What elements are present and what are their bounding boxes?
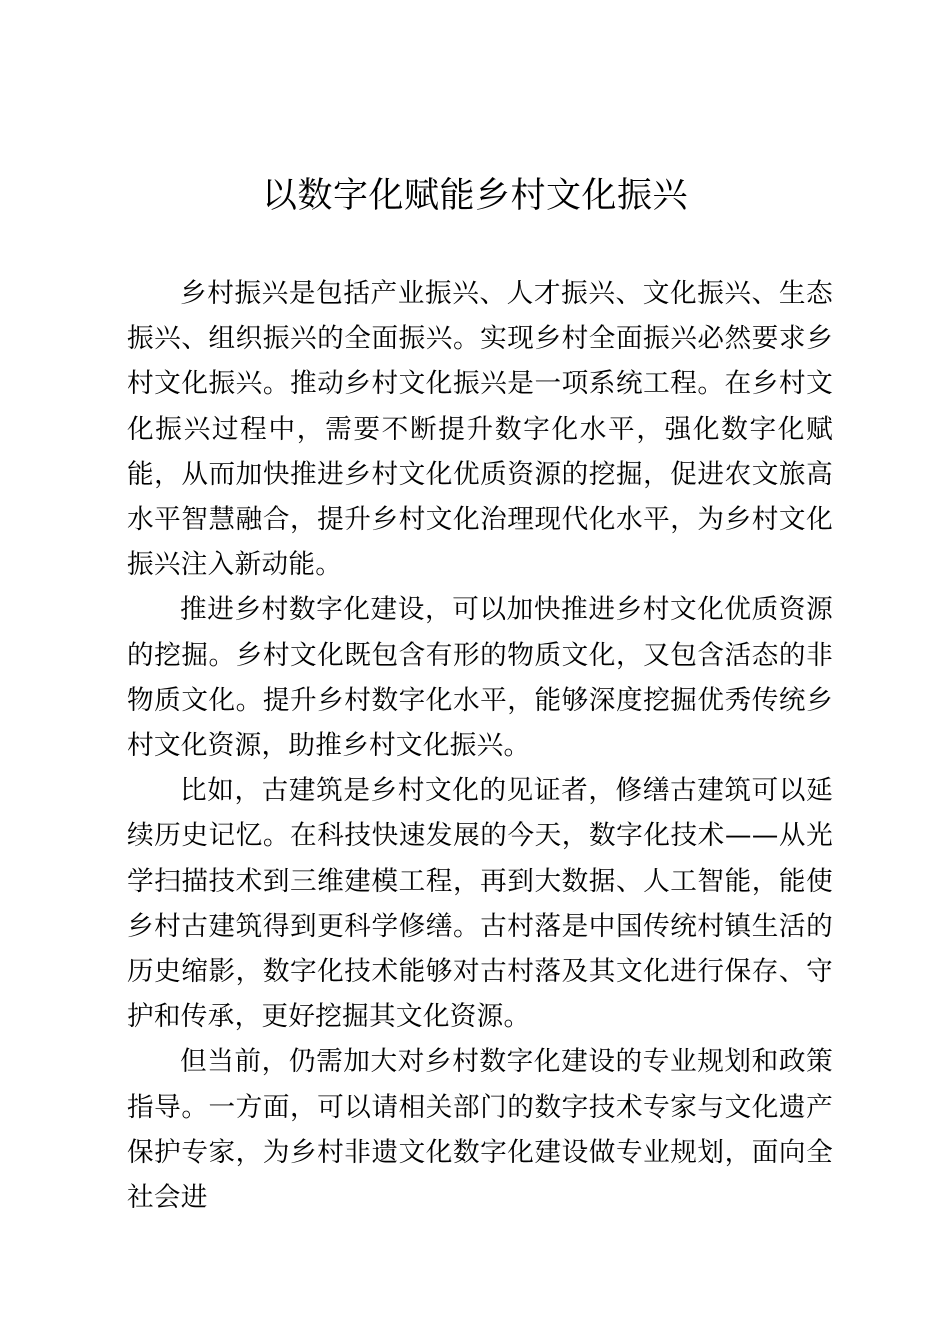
paragraph-1: 乡村振兴是包括产业振兴、人才振兴、文化振兴、生态振兴、组织振兴的全面振兴。实现乡村全面振兴必然要求乡村文化振兴。推动乡村文化振兴是一项系统工程。在乡村文化振兴过程中，需要不断提升数字化水平，强化数字化赋能，从而加快推进乡村文化优质资源的挖掘，促进农文旅高水平智慧融合，提升乡村文化治理现代化水平，为乡村文化振兴注入新动能。	[127, 278, 833, 581]
document-title: 以数字化赋能乡村文化振兴	[261, 176, 688, 216]
document-body	[127, 271, 833, 1220]
paragraph-2: 推进乡村数字化建设，可以加快推进乡村文化优质资源的挖掘。乡村文化既包含有形的物质文化，又包含活态的非物质文化。提升乡村数字化水平，能够深度挖掘优秀传统乡村文化资源，助推乡村文化振兴。	[127, 594, 833, 762]
paragraph-3: 比如，古建筑是乡村文化的见证者，修缮古建筑可以延续历史记忆。在科技快速发展的今天，数字化技术——从光学扫描技术到三维建模工程，再到大数据、人工智能，能使乡村古建筑得到更科学修缮。古村落是中国传统村镇生活的历史缩影，数字化技术能够对古村落及其文化进行保存、守护和传承，更好挖掘其文化资源。	[127, 775, 833, 1033]
paragraph-4: 但当前，仍需加大对乡村数字化建设的专业规划和政策指导。一方面，可以请相关部门的数字技术专家与文化遗产保护专家，为乡村非遗文化数字化建设做专业规划，面向全社会进	[127, 1046, 833, 1214]
